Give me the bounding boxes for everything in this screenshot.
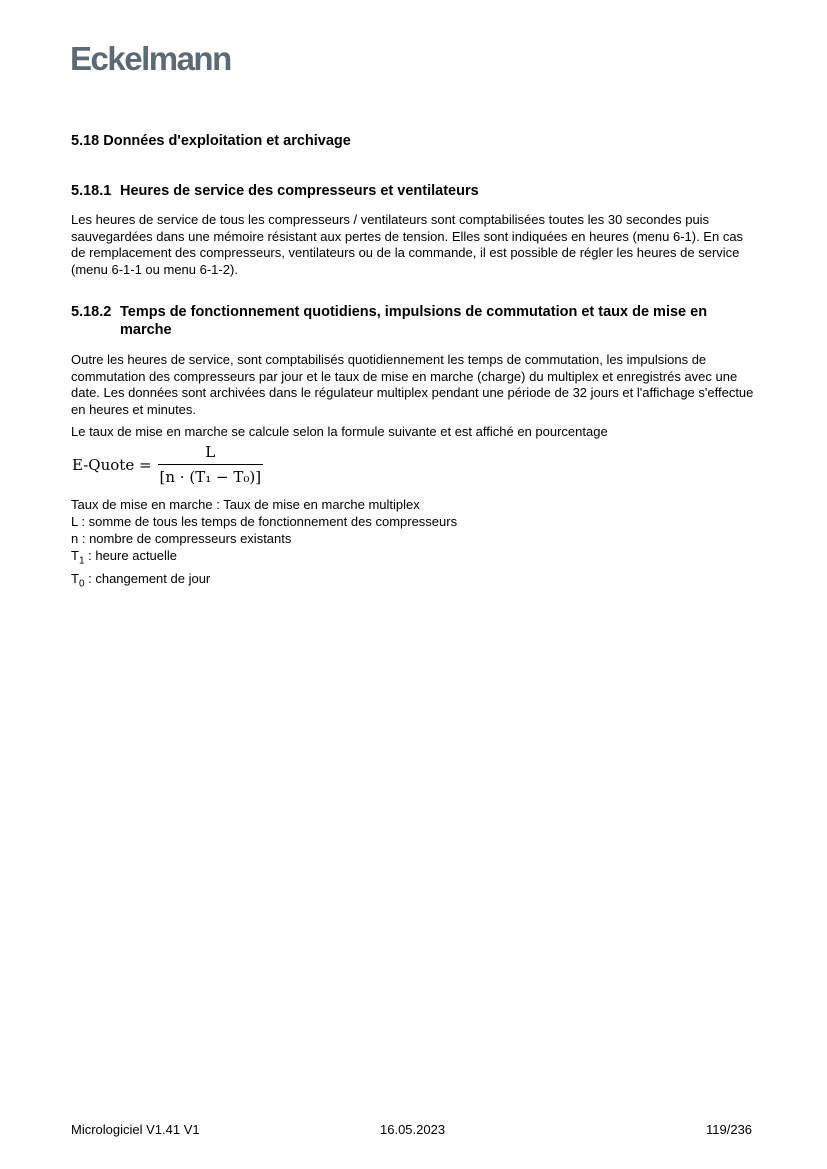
definition-item: $T_0$ : changement de jour [71, 570, 211, 590]
paragraph-service-hours: Les heures de service de tous les compresseurs / ventilateurs sont comptabilisées toutes les 30 secondes puis sauvegardées dans une mémoire résistant aux pertes de tension. Elles sont indiquées en heures (menu 6-1). En cas de remplacement des compresseurs, ventilateurs ou de la commande, il est possible de régler les heures de service (menu 6-1-1 ou menu 6-1-2). [71, 212, 744, 277]
formula-denominator: [n · (T₁ − T₀)] [158, 464, 264, 486]
formula-fraction [158, 443, 264, 486]
e-quote-formula [72, 443, 263, 486]
footer-firmware-version: Micrologiciel V1.41 V1 [71, 1122, 200, 1137]
subsection-title: Heures de service des compresseurs et ventilateurs [120, 183, 479, 199]
subsection-number: 5.18.2 [71, 304, 112, 320]
section-heading: 5.18 Données d'exploitation et archivage [71, 133, 351, 149]
subsection-heading-2 [71, 303, 761, 339]
subsection-title-line2: marche [120, 322, 172, 338]
definition-item: n : nombre de compresseurs existants [71, 531, 292, 546]
paragraph-daily-times: Outre les heures de service, sont comptabilisés quotidiennement les temps de commutation, les impulsions de commutation des compresseurs par jour et le taux de mise en marche (charge) du multiplex et enregistrés avec une date. Les données sont archivées dans le régulateur multiplex pendant une période de 32 jours et l'affichage s'effectue en heures et minutes. [71, 352, 754, 417]
definition-item: Taux de mise en marche : Taux de mise en marche multiplex [71, 497, 420, 512]
footer-page-number: 119/236 [706, 1122, 753, 1137]
formula-numerator: L [205, 443, 216, 461]
subsection-heading-1 [71, 182, 761, 200]
formula-intro: Le taux de mise en marche se calcule selon la formule suivante et est affiché en pourcentage [71, 424, 608, 439]
definitions-list [71, 496, 457, 592]
eckelmann-logo: Eckelmann [70, 40, 231, 77]
definition-item: L : somme de tous les temps de fonctionnement des compresseurs [71, 514, 458, 529]
subsection-number: 5.18.1 [71, 183, 112, 199]
subsection-title-line1: Temps de fonctionnement quotidiens, impulsions de commutation et taux de mise en [120, 304, 708, 320]
definition-item: $T_1$ : heure actuelle [71, 548, 178, 567]
footer-date: 16.05.2023 [380, 1122, 446, 1137]
formula-lhs: E-Quote = [72, 455, 152, 474]
